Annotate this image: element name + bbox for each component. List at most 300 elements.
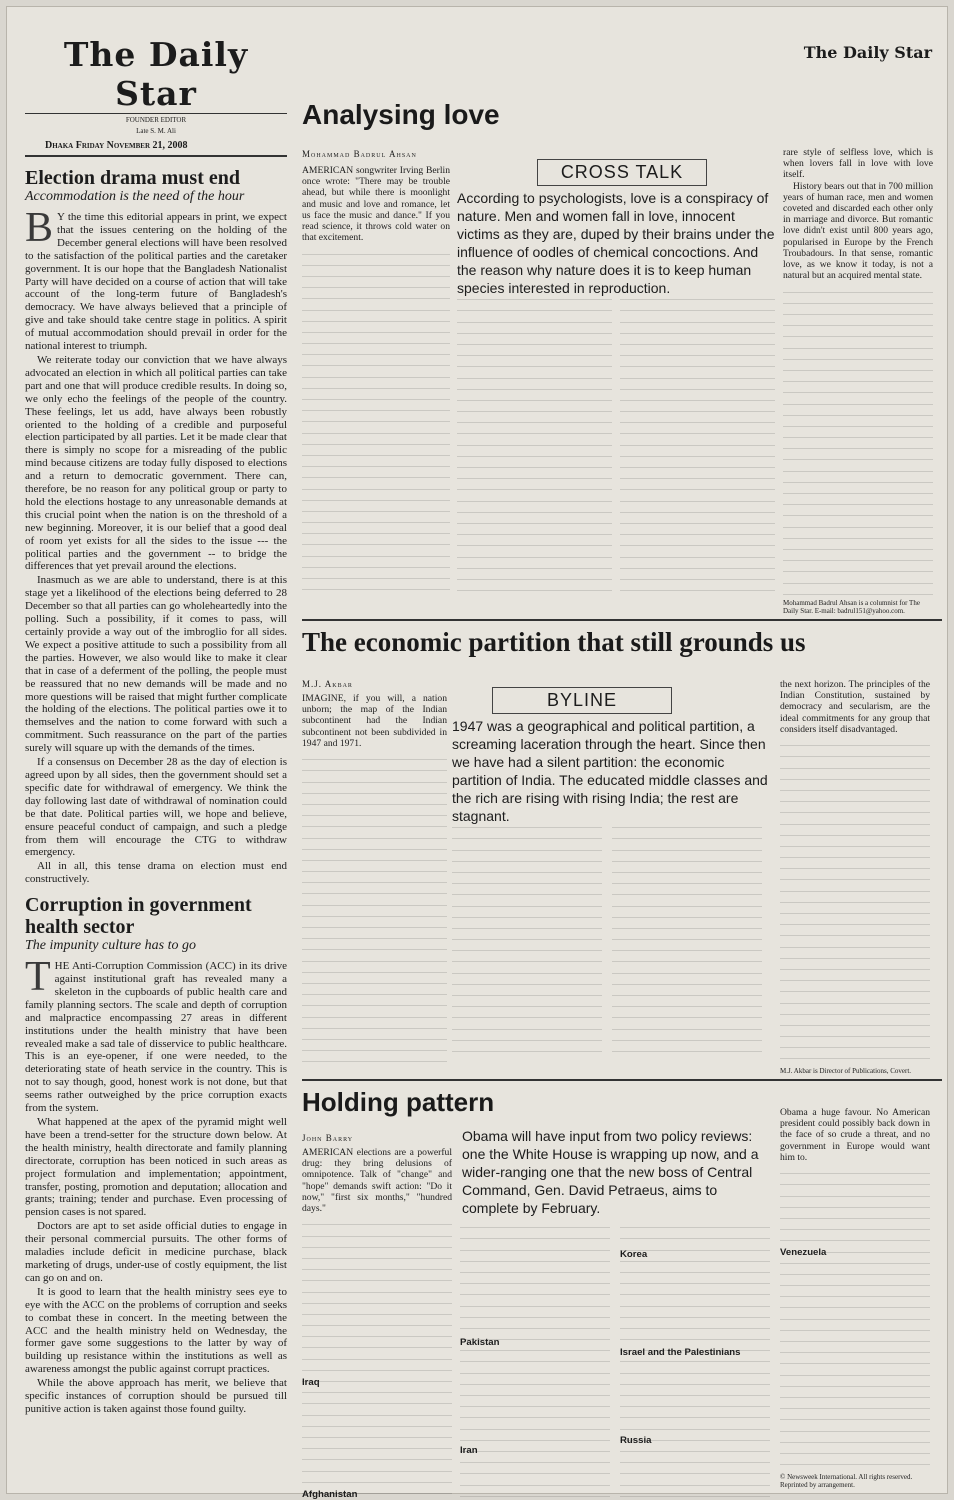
text-line xyxy=(783,315,933,326)
text-line xyxy=(780,1015,930,1026)
text-line xyxy=(457,468,612,479)
text-line xyxy=(783,572,933,583)
text-line xyxy=(620,1318,770,1329)
text-line xyxy=(620,1307,770,1318)
text-line xyxy=(302,389,450,400)
text-line xyxy=(620,558,775,569)
text-line xyxy=(460,1239,610,1250)
text-line xyxy=(783,281,933,292)
text-line xyxy=(620,401,775,412)
text-line xyxy=(620,1273,770,1284)
author-credit: © Newsweek International. All rights reserved. Reprinted by arrangement. xyxy=(780,1473,913,1489)
dateline: Dhaka Friday November 21, 2008 xyxy=(25,136,287,157)
text-line xyxy=(460,1396,610,1407)
text-line xyxy=(302,501,450,512)
text-line xyxy=(452,940,602,951)
text-line xyxy=(780,1264,930,1275)
text-line xyxy=(452,828,602,839)
text-line xyxy=(460,1418,610,1429)
text-line xyxy=(457,513,612,524)
text-line xyxy=(452,907,602,918)
text-line xyxy=(460,1228,610,1239)
text-line xyxy=(780,1004,930,1015)
text-line xyxy=(302,1214,452,1225)
lede-paragraph: AMERICAN elections are a powerful drug: they bring delusions of omnipotence. Talk of "change" and "hope" demands swift action: "Do it now," "first six months," "hundred days." xyxy=(302,1147,452,1215)
subhead: Venezuela xyxy=(780,1247,827,1258)
text-line xyxy=(302,1248,452,1259)
text-line xyxy=(457,323,612,334)
page-masthead: The Daily Star xyxy=(803,43,932,62)
text-line xyxy=(457,379,612,390)
article-text xyxy=(457,289,612,595)
text-line xyxy=(780,1275,930,1286)
pull-quote: 1947 was a geographical and political partition, a screaming laceration through the heart. Since then we have had a silent partition: the economic partition of India. The educated middle classes and the rich are rising with rising India; the rest are stagnant. xyxy=(452,718,768,824)
editorial-paragraph: Inasmuch as we are able to understand, there is at this stage yet a likelihood of the elections being deferred to 28 December so that all parties can go wholeheartedly into the polling. Such a possibility, if it comes to pass, will certainly provide a way out of the imbroglio for all sides. We expect a positive attitude to such a possibility from all the parties. However, we also would like to make it clear that in case of a deferment of the polling, the people must be reassured that no new demands will be made and no more questions will be raised that might further complicate the holding of the elections. The political parties owe it to themselves and the nation to come forward with such a commitment. Such reassurance on the part of the parties surely will square up with the demands of the times. xyxy=(25,574,287,755)
text-line xyxy=(457,524,612,535)
text-line xyxy=(457,558,612,569)
article-text xyxy=(620,1217,770,1500)
text-line xyxy=(460,1463,610,1474)
subhead: Iran xyxy=(460,1445,478,1456)
text-line xyxy=(302,827,447,838)
text-line xyxy=(452,839,602,850)
lede-paragraph: IMAGINE, if you will, a nation unborn; the map of the Indian subcontinent had the Indian subcontinent not been subdivided in 1947 and 1971. xyxy=(302,693,447,749)
text-line xyxy=(302,467,450,478)
text-line xyxy=(302,917,447,928)
text-line xyxy=(302,1040,447,1051)
text-line xyxy=(452,974,602,985)
text-line xyxy=(302,883,447,894)
text-line xyxy=(780,948,930,959)
text-line xyxy=(452,1018,602,1029)
text-line xyxy=(780,780,930,791)
text-line xyxy=(302,366,450,377)
text-line xyxy=(620,390,775,401)
text-line xyxy=(302,557,450,568)
editorial-paragraph: It is good to learn that the health ministry sees eye to eye with the ACC on the problems of corruption and seeks to combat these in concert. In the meeting between the ACC and the health ministry held on Wednesday, the former gave some suggestions to the latter by way of building up resistance within the institutions as well as awareness amongst the public against corrupt practices. xyxy=(25,1285,287,1376)
text-line xyxy=(460,1251,610,1262)
text-line xyxy=(780,1376,930,1387)
text-line xyxy=(302,1029,447,1040)
text-line xyxy=(460,1407,610,1418)
text-line xyxy=(457,423,612,434)
text-line xyxy=(612,862,762,873)
text-lines xyxy=(302,243,450,595)
article-text xyxy=(783,147,933,595)
text-line xyxy=(452,1041,602,1052)
text-line xyxy=(620,1407,770,1418)
text-line xyxy=(302,545,450,556)
text-line xyxy=(780,791,930,802)
text-line xyxy=(612,962,762,973)
text-line xyxy=(302,243,450,254)
text-line xyxy=(620,434,775,445)
text-line xyxy=(612,839,762,850)
text-line xyxy=(612,1018,762,1029)
text-line xyxy=(780,1331,930,1342)
subhead: Korea xyxy=(620,1249,648,1260)
column-paragraph: rare style of selfless love, which is when lovers fall in love with love itself. xyxy=(783,147,933,181)
column-label: CROSS TALK xyxy=(537,159,707,186)
article-text xyxy=(612,817,762,1063)
text-line xyxy=(612,895,762,906)
text-line xyxy=(302,1337,452,1348)
text-line xyxy=(302,478,450,489)
text-line xyxy=(452,985,602,996)
text-line xyxy=(612,1007,762,1018)
text-line xyxy=(302,950,447,961)
text-line xyxy=(457,457,612,468)
text-line xyxy=(452,873,602,884)
text-lines xyxy=(612,817,762,1052)
text-line xyxy=(780,959,930,970)
text-line xyxy=(620,423,775,434)
text-line xyxy=(302,445,450,456)
text-lines xyxy=(620,289,775,591)
text-lines xyxy=(780,735,930,1063)
text-line xyxy=(302,355,450,366)
text-line xyxy=(620,345,775,356)
subhead: Pakistan xyxy=(460,1337,500,1348)
text-line xyxy=(620,1452,770,1463)
text-line xyxy=(302,850,447,861)
text-line xyxy=(302,1259,452,1270)
text-line xyxy=(302,422,450,433)
text-line xyxy=(780,813,930,824)
subhead: Israel and the Palestinians xyxy=(620,1347,741,1358)
article-text xyxy=(620,289,775,595)
subhead: Afghanistan xyxy=(302,1489,358,1500)
text-line xyxy=(302,1360,452,1371)
article-text xyxy=(780,1107,930,1467)
column-paragraph: Obama a huge favour. No American president could possibly back down in the face of so crude a threat, and no government in Europe would want him to. xyxy=(780,1107,930,1163)
text-line xyxy=(302,1348,452,1359)
pull-quote: According to psychologists, love is a conspiracy of nature. Men and women fall in love, innocent victims as they are, duped by their brains under the influence of oodles of chemical concoctions. And the reason why nature does it is to keep human species interested in reproduction. xyxy=(457,190,775,296)
text-line xyxy=(620,457,775,468)
text-line xyxy=(302,1449,452,1460)
text-line xyxy=(302,255,450,266)
editorial-paragraph: We reiterate today our conviction that we have always advocated an election in which all political parties can take part and one that will produce credible results. In doing so, we only echo the feelings of the people of the country. These feelings, let us add, have always been robustly oriented to the holding of a credible and purposeful election participated by all parties. Let it be made clear that there is simply no scope for a misreading of the public mind because citizens are today fully disposed to elections and a return to democratic government. There can, therefore, be no reason for any political group or party to hold the elections hostage to any unreasonable demands at this crucial point when the nation is on the threshold of a new beginning. Moreover, it is our belief that a good deal of room yet exists for all the sides to the issue --- the political parties and the government -- to bridge the differences that yet prevail around the elections. xyxy=(25,353,287,573)
text-line xyxy=(302,1326,452,1337)
text-line xyxy=(460,1295,610,1306)
text-line xyxy=(452,996,602,1007)
text-line xyxy=(460,1217,610,1228)
text-line xyxy=(780,836,930,847)
column-label: BYLINE xyxy=(492,687,672,714)
article-text xyxy=(302,1147,452,1500)
text-line xyxy=(783,516,933,527)
text-line xyxy=(780,880,930,891)
text-line xyxy=(302,973,447,984)
text-line xyxy=(452,817,602,828)
text-line xyxy=(457,434,612,445)
text-line xyxy=(457,345,612,356)
article-text xyxy=(452,817,602,1063)
text-line xyxy=(460,1318,610,1329)
text-line xyxy=(780,1443,930,1454)
subhead: Russia xyxy=(620,1435,652,1446)
text-line xyxy=(783,460,933,471)
text-line xyxy=(612,1030,762,1041)
article-text xyxy=(302,693,447,1063)
text-line xyxy=(302,1062,447,1063)
text-line xyxy=(457,356,612,367)
text-line xyxy=(780,1059,930,1063)
text-line xyxy=(302,839,447,850)
text-line xyxy=(457,479,612,490)
text-line xyxy=(620,490,775,501)
article-author: Mohammad Badrul Ahsan xyxy=(302,149,417,159)
text-line xyxy=(780,869,930,880)
text-line xyxy=(780,1163,930,1174)
text-line xyxy=(783,349,933,360)
text-line xyxy=(780,1208,930,1219)
founder-name: Late S. M. Ali xyxy=(136,127,176,135)
text-line xyxy=(302,1460,452,1471)
text-line xyxy=(302,816,447,827)
text-line xyxy=(457,580,612,591)
text-line xyxy=(302,861,447,872)
text-line xyxy=(612,985,762,996)
text-line xyxy=(460,1441,610,1452)
text-line xyxy=(780,847,930,858)
text-line xyxy=(780,1353,930,1364)
text-line xyxy=(780,903,930,914)
text-line xyxy=(780,1342,930,1353)
text-line xyxy=(783,326,933,337)
text-line xyxy=(452,895,602,906)
text-line xyxy=(620,1295,770,1306)
editorial-headline: Election drama must end xyxy=(25,167,240,189)
text-line xyxy=(780,1454,930,1465)
dropcap-letter: T xyxy=(25,954,51,1001)
text-line xyxy=(783,293,933,304)
newspaper-page xyxy=(6,6,948,1500)
text-line xyxy=(620,535,775,546)
text-line xyxy=(302,928,447,939)
text-line xyxy=(302,939,447,950)
text-line xyxy=(302,1371,452,1382)
text-line xyxy=(612,1041,762,1052)
text-line xyxy=(780,970,930,981)
text-line xyxy=(780,1230,930,1241)
text-line xyxy=(620,1418,770,1429)
text-line xyxy=(620,1228,770,1239)
text-line xyxy=(780,1465,930,1467)
text-line xyxy=(452,1030,602,1041)
text-line xyxy=(460,1452,610,1463)
text-line xyxy=(620,446,775,457)
text-line xyxy=(783,539,933,550)
text-line xyxy=(780,1174,930,1185)
text-line xyxy=(620,311,775,322)
text-line xyxy=(620,1463,770,1474)
text-line xyxy=(780,914,930,925)
article-headline: The economic partition that still grounds us xyxy=(302,627,806,657)
text-line xyxy=(457,446,612,457)
text-line xyxy=(780,825,930,836)
text-line xyxy=(620,1385,770,1396)
text-line xyxy=(302,568,450,579)
text-line xyxy=(783,449,933,460)
text-line xyxy=(612,873,762,884)
text-line xyxy=(780,925,930,936)
text-line xyxy=(620,412,775,423)
text-line xyxy=(452,929,602,940)
text-line xyxy=(783,416,933,427)
text-line xyxy=(302,512,450,523)
text-line xyxy=(783,494,933,505)
text-line xyxy=(302,872,447,883)
text-line xyxy=(783,505,933,516)
text-line xyxy=(780,1026,930,1037)
text-line xyxy=(452,851,602,862)
article-author: M.J. Akbar xyxy=(302,679,353,689)
text-line xyxy=(302,1315,452,1326)
text-line xyxy=(780,746,930,757)
text-line xyxy=(460,1284,610,1295)
article-headline: Holding pattern xyxy=(302,1087,495,1117)
text-line xyxy=(302,523,450,534)
column-paragraph: the next horizon. The principles of the Indian Constitution, sustained by democracy and secularism, are the ideal commitments for any group that considers itself disadvantaged. xyxy=(780,679,930,735)
text-line xyxy=(460,1374,610,1385)
section-divider xyxy=(302,619,942,621)
text-line xyxy=(780,769,930,780)
text-line xyxy=(457,367,612,378)
article-headline: Analysing love xyxy=(302,99,500,130)
text-line xyxy=(457,412,612,423)
text-line xyxy=(452,918,602,929)
text-line xyxy=(620,323,775,334)
pull-quote: Obama will have input from two policy reviews: one the White House is wrapping up now, and a wider-ranging one that the new boss of Central Command, Gen. David Petraeus, aims to complete by February. xyxy=(462,1128,759,1216)
text-line xyxy=(620,580,775,591)
text-line xyxy=(302,962,447,973)
text-line xyxy=(780,992,930,1003)
text-line xyxy=(302,378,450,389)
text-line xyxy=(452,884,602,895)
text-line xyxy=(302,995,447,1006)
text-line xyxy=(620,334,775,345)
article-text xyxy=(460,1217,610,1500)
text-line xyxy=(302,1404,452,1415)
text-line xyxy=(460,1486,610,1497)
text-line xyxy=(460,1430,610,1441)
text-line xyxy=(612,884,762,895)
editorial2-subheadline: The impunity culture has to go xyxy=(25,938,196,954)
editorial-paragraph: If a consensus on December 28 as the day of election is agreed upon by all sides, then the government should set a specific date for withdrawal of emergency. We think the day following last date of withdrawal of nomination could be that date. Political parties will, we hope and believe, ensure peaceful conduct of campaign, and such a pledge from them will encourage the CTG to withdraw emergency. xyxy=(25,756,287,859)
text-line xyxy=(302,1293,452,1304)
author-credit: M.J. Akbar is Director of Publications, Covert. xyxy=(780,1067,912,1075)
text-line xyxy=(620,379,775,390)
text-line xyxy=(302,984,447,995)
text-line xyxy=(302,771,447,782)
text-line xyxy=(302,311,450,322)
masthead-title: The Daily Star xyxy=(25,27,287,114)
text-line xyxy=(302,783,447,794)
text-line xyxy=(302,805,447,816)
text-line xyxy=(620,1374,770,1385)
text-line xyxy=(302,333,450,344)
text-line xyxy=(780,1432,930,1443)
text-line xyxy=(612,828,762,839)
text-line xyxy=(457,502,612,513)
text-line xyxy=(457,546,612,557)
text-line xyxy=(780,802,930,813)
text-line xyxy=(457,289,612,300)
text-lines xyxy=(452,817,602,1052)
text-line xyxy=(620,569,775,580)
text-line xyxy=(302,579,450,590)
text-line xyxy=(302,760,447,771)
text-line xyxy=(780,936,930,947)
text-line xyxy=(612,940,762,951)
text-line xyxy=(612,817,762,828)
editorial-paragraph: Y the time this editorial appears in print, we expect that the issues centering on the holding of the December general elections will have been resolved to the satisfaction of the political parties and the caretaker government. It is our hope that the Bangladesh Nationalist Party will have decided on a course of action that will take account of the long-term future of Bangladesh's democracy. We have always believed that a principle of give and take should take centre stage in politics. A spirit of mutual accommodation should prevail in order for the national interest to triumph. xyxy=(25,211,287,353)
section-divider xyxy=(302,1079,942,1081)
text-line xyxy=(780,1420,930,1431)
text-line xyxy=(780,735,930,746)
text-line xyxy=(460,1351,610,1362)
text-line xyxy=(457,490,612,501)
text-line xyxy=(302,344,450,355)
text-line xyxy=(783,550,933,561)
lede-paragraph: AMERICAN songwriter Irving Berlin once wrote: "There may be trouble ahead, but while there is moonlight and music and love and romance, let us face the music and dance." If you read science, it throws cold water on that excitement. xyxy=(302,165,450,244)
text-lines xyxy=(457,289,612,591)
text-line xyxy=(460,1262,610,1273)
text-line xyxy=(302,1472,452,1483)
text-line xyxy=(620,367,775,378)
text-line xyxy=(302,749,447,760)
text-line xyxy=(302,1304,452,1315)
dropcap-letter: B xyxy=(25,205,54,251)
text-line xyxy=(302,1051,447,1062)
text-line xyxy=(620,1474,770,1485)
text-line xyxy=(302,1006,447,1017)
text-line xyxy=(780,1409,930,1420)
text-line xyxy=(620,479,775,490)
text-line xyxy=(457,401,612,412)
editorial-body xyxy=(25,205,287,886)
text-line xyxy=(460,1362,610,1373)
subhead: Iraq xyxy=(302,1377,320,1388)
text-line xyxy=(783,360,933,371)
text-line xyxy=(460,1307,610,1318)
text-line xyxy=(620,289,775,300)
text-line xyxy=(780,1048,930,1059)
text-line xyxy=(302,1270,452,1281)
text-line xyxy=(612,996,762,1007)
text-line xyxy=(302,534,450,545)
article-text xyxy=(780,679,930,1063)
text-line xyxy=(780,1286,930,1297)
text-line xyxy=(612,929,762,940)
article-author: John Barry xyxy=(302,1133,354,1143)
text-line xyxy=(620,1396,770,1407)
text-line xyxy=(302,894,447,905)
text-line xyxy=(452,962,602,973)
text-line xyxy=(783,483,933,494)
editorial2-body xyxy=(25,954,287,1416)
text-line xyxy=(457,569,612,580)
text-line xyxy=(302,1382,452,1393)
author-credit: Mohammad Badrul Ahsan is a columnist for The Daily Star. E-mail: badrul151@yahoo.com. xyxy=(783,599,920,615)
text-line xyxy=(460,1273,610,1284)
text-line xyxy=(302,1438,452,1449)
text-line xyxy=(302,1427,452,1438)
text-line xyxy=(620,1362,770,1373)
text-line xyxy=(783,472,933,483)
text-line xyxy=(783,438,933,449)
